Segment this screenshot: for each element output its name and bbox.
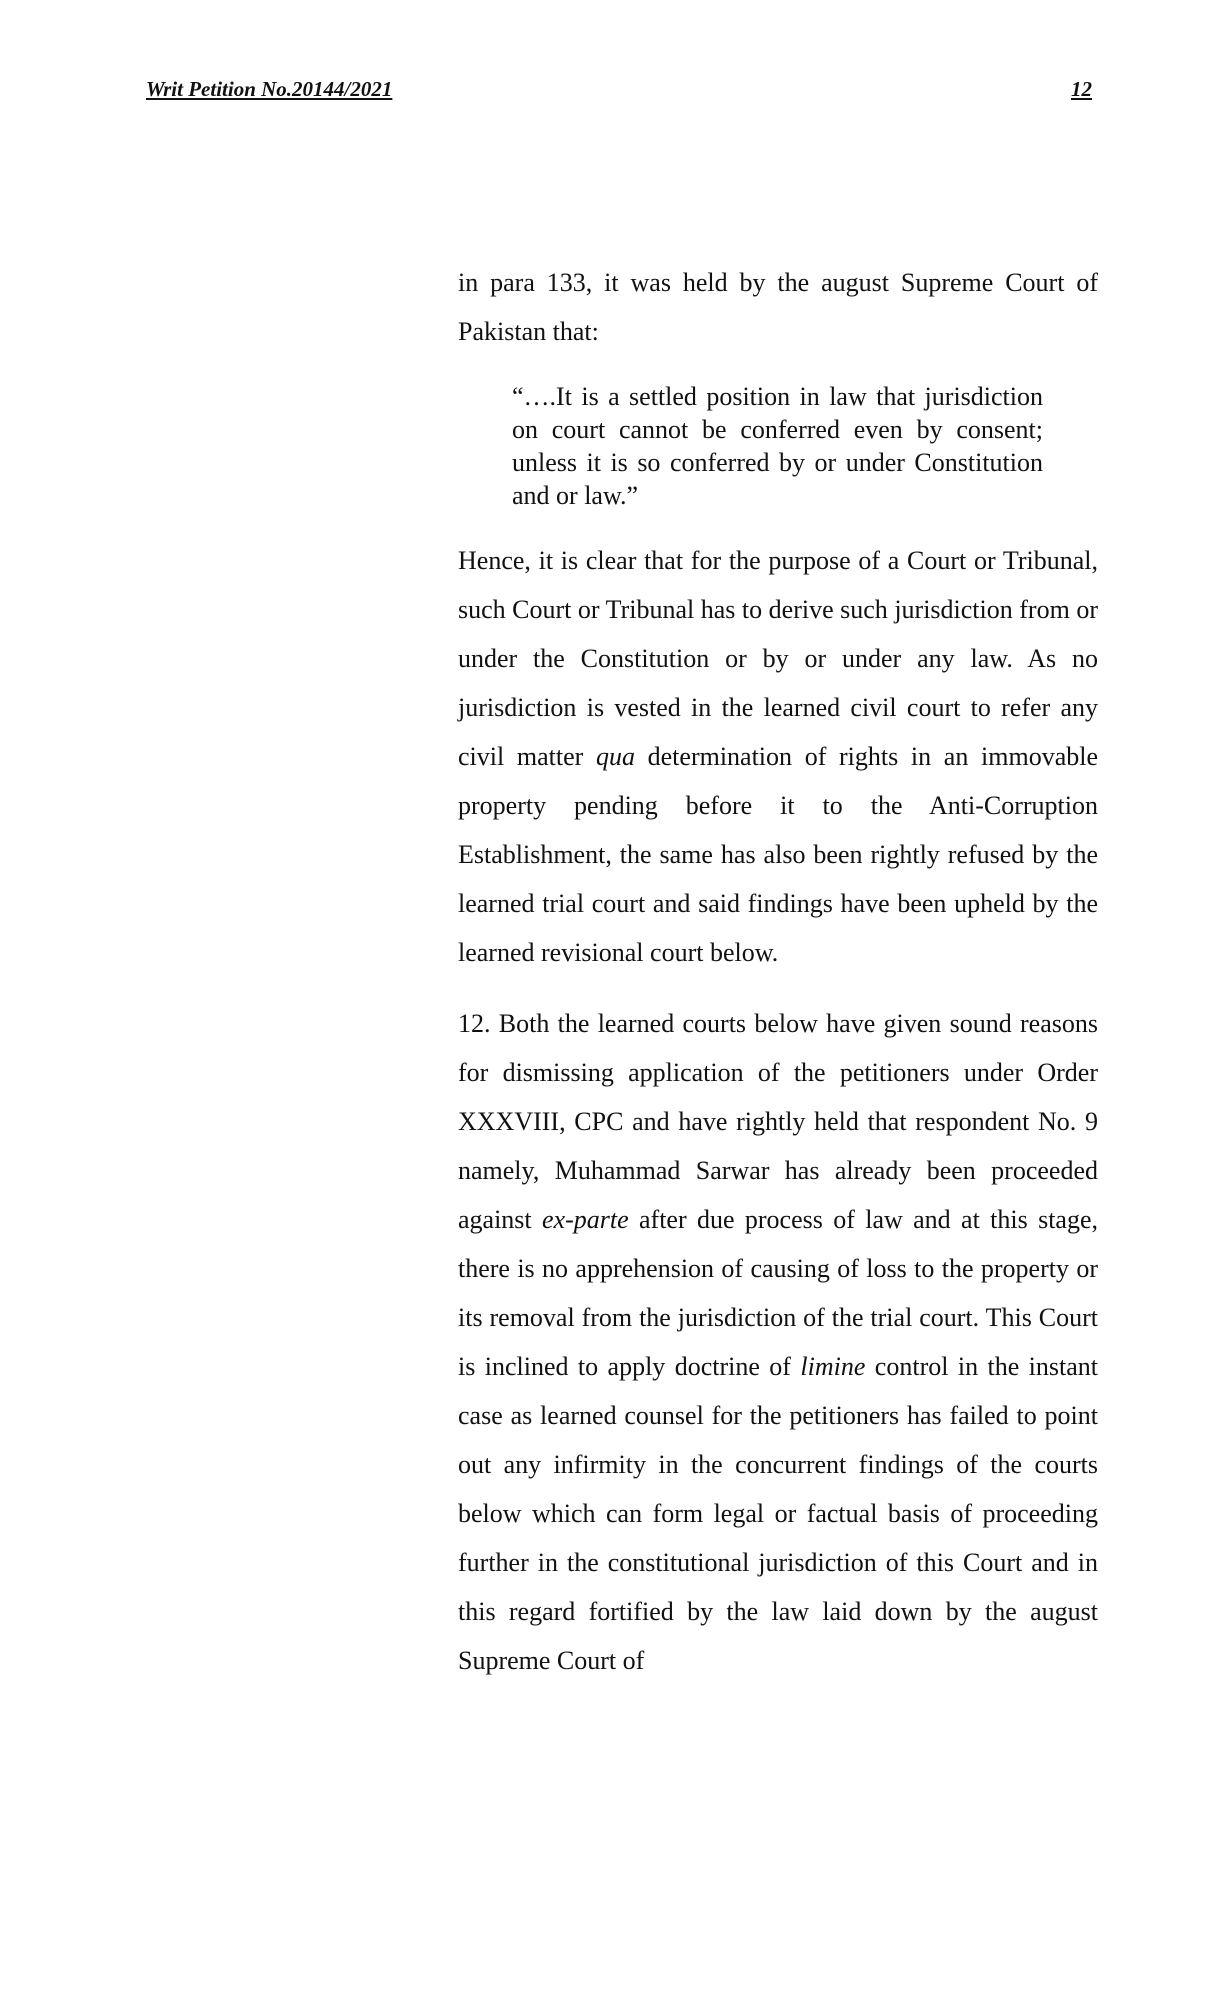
- paragraph-12-italic-limine: limine: [800, 1352, 866, 1381]
- paragraph-hence-text-1: Hence, it is clear that for the purpose of a Court or Tribunal, such Court or Tribunal has to derive such jurisdiction from or under the Constitution or by or under any law. As no jurisdiction is vested in the learned civil court to refer any civil matter: [458, 546, 1098, 771]
- page-number: 12: [1071, 77, 1092, 101]
- paragraph-hence-text-2: determination of rights in an immovable property pending before it to the Anti-Corruption Establishment, the same has also been rightly refused by the learned trial court and said findings have been upheld by the learned revisional court below.: [458, 742, 1098, 967]
- block-quote: “….It is a settled position in law that jurisdiction on court cannot be conferred even by consent; unless it is so conferred by or under Constitution and or law.”: [512, 382, 1043, 510]
- paragraph-12-text-3: control in the instant case as learned counsel for the petitioners has failed to point out any infirmity in the concurrent findings of the courts below which can form legal or factual basis of proceeding further in the constitutional jurisdiction of this Court and in this regard fortified by the law laid down by the august Supreme Court of: [458, 1352, 1098, 1675]
- paragraph-12: [458, 999, 1098, 1685]
- paragraph-hence-italic-qua: qua: [595, 742, 635, 771]
- page-header: [146, 74, 1092, 104]
- paragraph-12-text-1: 12. Both the learned courts below have given sound reasons for dismissing application of the petitioners under Order XXXVIII, CPC and have rightly held that respondent No. 9 namely, Muhammad Sarwar has already been proceeded against: [458, 1009, 1098, 1234]
- document-body: [458, 258, 1098, 1685]
- intro-paragraph: in para 133, it was held by the august Supreme Court of Pakistan that:: [458, 268, 1098, 346]
- paragraph-12-italic-ex-parte: ex-parte: [542, 1205, 629, 1234]
- paragraph-12-text-2: after due process of law and at this stage, there is no apprehension of causing of loss to the property or its removal from the jurisdiction of the trial court. This Court is inclined to apply doctrine of: [458, 1205, 1098, 1381]
- case-title: Writ Petition No.20144/2021: [146, 77, 393, 101]
- paragraph-hence: [458, 536, 1098, 977]
